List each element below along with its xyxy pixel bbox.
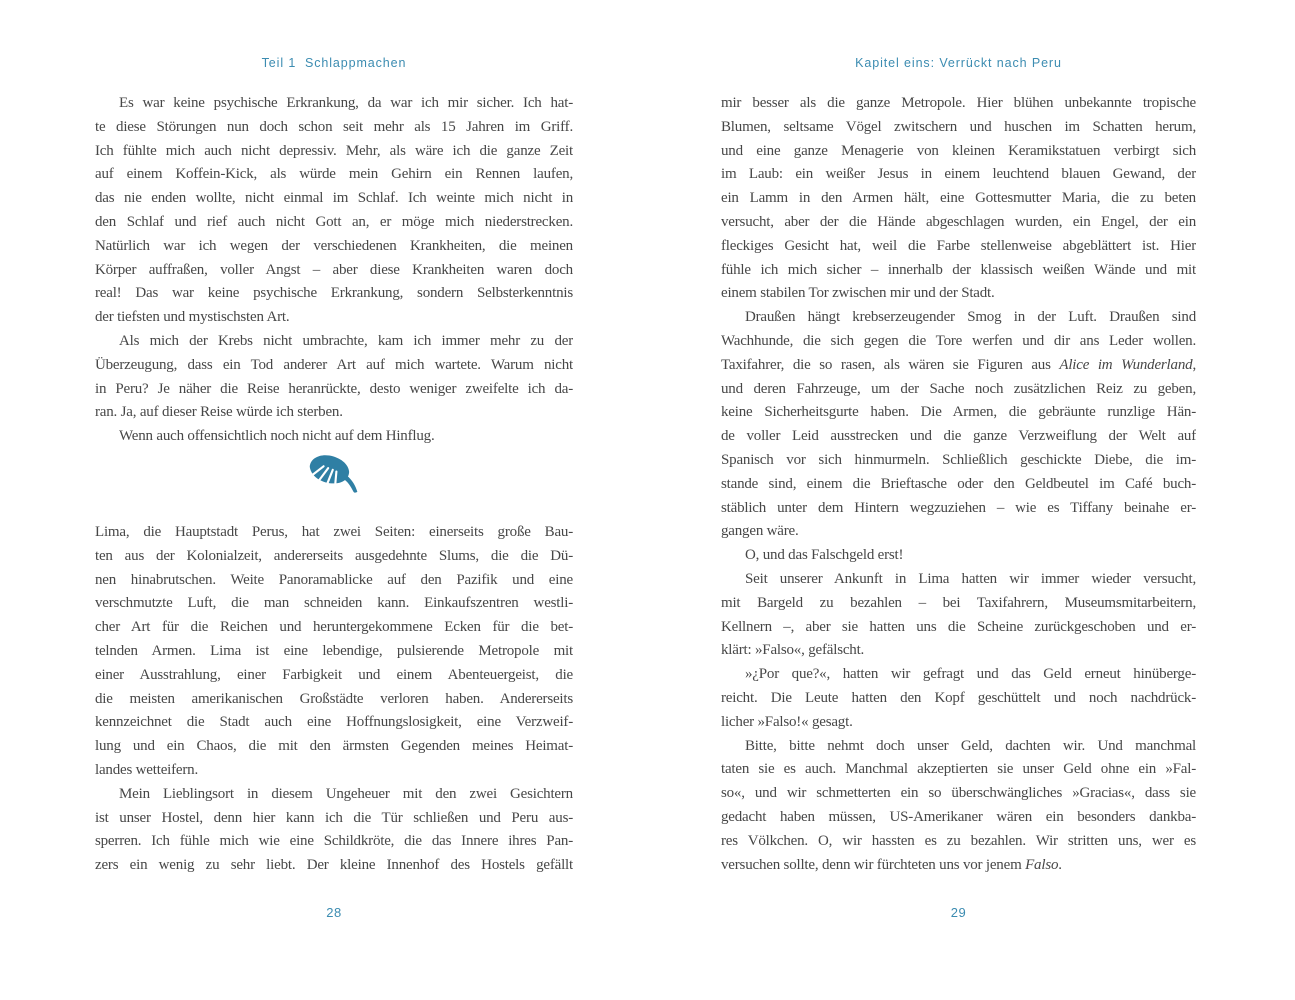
text-line: auf einem Koffein-Kick, als würde mein Gehirn ein Rennen laufen, <box>95 166 573 183</box>
text-line: sperren. Ich fühle mich wie eine Schildkröte, die das Innere ihres Pan- <box>95 833 573 850</box>
text-line: telnden Armen. Lima ist eine lebendige, pulsierende Metropole mit <box>95 642 573 659</box>
text-line: Spanisch vor sich hinmurmeln. Schließlich geschickte Diebe, die im- <box>721 451 1196 468</box>
text-line: Ich fühlte mich auch nicht depressiv. Mehr, als wäre ich die ganze Zeit <box>95 142 573 159</box>
text-line: die meisten amerikanischen Großstädte verloren haben. Andererseits <box>95 690 573 707</box>
text-line: fühle ich mich sicher – innerhalb der klassisch weißen Wände und mit <box>721 261 1196 278</box>
text-line: »¿Por que?«, hatten wir gefragt und das Geld erneut hinüberge- <box>745 666 1196 683</box>
text-line: landes wetteifern. <box>95 761 199 778</box>
text-line: O, und das Falschgeld erst! <box>745 547 904 564</box>
right-running-head: Kapitel eins: Verrückt nach Peru <box>855 56 1062 70</box>
text-line: Draußen hängt krebserzeugender Smog in der Luft. Draußen sind <box>745 309 1196 326</box>
text-line: Wenn auch offensichtlich noch nicht auf dem Hinflug. <box>119 428 435 445</box>
text-line: der tiefsten und mystischsten Art. <box>95 309 290 326</box>
text-line: lung und ein Chaos, die mit den ärmsten Gegenden meines Heimat- <box>95 738 573 755</box>
text-line: mir besser als die ganze Metropole. Hier blühen unbekannte tropische <box>721 95 1196 111</box>
text-line: Natürlich war ich wegen der verschiedenen Krankheiten, die meinen <box>95 237 573 254</box>
text-line: verschmutzte Luft, die man schneiden kann. Einkaufszentren westli- <box>95 595 573 612</box>
text-line: und deren Fahrzeuge, um der Sache noch zusätzlichen Reiz zu geben, <box>721 380 1196 397</box>
text-line: in Peru? Je näher die Reise heranrückte, desto weniger zweifelte ich da- <box>95 380 573 397</box>
text-line: gedacht haben müssen, US-Amerikaner wären ein besonders dankba- <box>721 808 1196 825</box>
text-line: Überzeugung, dass ein Tod anderer Art auf mich wartete. Warum nicht <box>95 356 573 373</box>
page-left <box>95 0 573 1000</box>
text-line: keine Sicherheitsgurte haben. Die Armen, die gebräunte runzlige Hän- <box>721 404 1196 421</box>
text-line: im Laub: ein weißer Jesus in einem leuchtend blauen Gewand, der <box>721 166 1196 183</box>
text-line: Lima, die Hauptstadt Perus, hat zwei Seiten: einerseits große Bau- <box>95 524 573 540</box>
text-line: kennzeichnet die Stadt auch eine Hoffnungslosigkeit, eine Verzweif- <box>95 714 573 731</box>
left-page-number: 28 <box>326 905 342 920</box>
text-line: Kellnern –, aber sie hatten uns die Scheine zurückgeschoben und er- <box>721 618 1196 635</box>
text-line: licher »Falso!« gesagt. <box>721 713 853 730</box>
text-line: Taxifahrer, die so rasen, als wären sie Figuren aus Alice im Wunderland, <box>721 356 1196 373</box>
text-line: Wachhunde, die sich gegen die Tore werfen und dir ans Leder wollen. <box>721 332 1196 349</box>
text-line: und eine ganze Menagerie von kleinen Keramikstatuen verbirgt sich <box>721 142 1196 159</box>
left-running-head: Teil 1 Schlappmachen <box>261 56 407 70</box>
left-text-section-1 <box>95 92 573 449</box>
text-line: Es war keine psychische Erkrankung, da war ich mir sicher. Ich hat- <box>119 95 573 111</box>
text-line: Als mich der Krebs nicht umbrachte, kam ich immer mehr zu der <box>119 332 573 349</box>
text-line: ist unser Hostel, denn hier kann ich die Tür schließen und Peru aus- <box>95 809 573 826</box>
text-line: cher Art für die Reichen und heruntergekommene Ecken für die bet- <box>95 619 573 636</box>
text-line: mit Bargeld zu bezahlen – bei Taxifahrern, Museumsmitarbeitern, <box>721 594 1196 611</box>
text-line: taten sie es auch. Manchmal akzeptierten sie unser Geld ohne ein »Fal- <box>721 761 1196 778</box>
text-line: das nie enden wollte, nicht einmal im Schlaf. Ich weinte mich nicht in <box>95 190 573 207</box>
text-line: ten aus der Kolonialzeit, andererseits ausgedehnte Slums, die die Dü- <box>95 547 573 564</box>
text-line: res Völkchen. O, wir hassten es zu bezahlen. Wir stritten uns, wer es <box>721 832 1196 849</box>
text-line: nen hinabrutschen. Weite Panoramablicke auf den Pazifik und eine <box>95 571 573 588</box>
right-text-section <box>721 92 1196 877</box>
text-line: einem stabilen Tor zwischen mir und der Stadt. <box>721 285 995 302</box>
text-line: stäblich unter dem Hintern wegzuziehen – wie es Tiffany beinahe er- <box>721 499 1196 516</box>
text-line: ran. Ja, auf dieser Reise würde ich sterben. <box>95 404 343 421</box>
text-line: Seit unserer Ankunft in Lima hatten wir immer wieder versucht, <box>745 570 1196 587</box>
left-text-section-2 <box>95 521 573 878</box>
text-line: klärt: »Falso«, gefälscht. <box>721 642 865 659</box>
section-break-ornament <box>95 452 573 514</box>
text-line: Körper auffraßen, voller Angst – aber diese Krankheiten waren doch <box>95 261 573 278</box>
text-line: so«, und wir schmetterten ein so überschwängliches »Gracias«, dass sie <box>721 785 1196 802</box>
text-line: real! Das war keine psychische Erkrankung, sondern Selbsterkenntnis <box>95 285 573 302</box>
text-line: de voller Leid ausstrecken und die ganze Verzweiflung der Welt auf <box>721 428 1196 445</box>
text-line: Blumen, seltsame Vögel zwitschern und huschen im Schatten herum, <box>721 118 1196 135</box>
text-line: gangen wäre. <box>721 523 799 540</box>
text-line: zers ein wenig zu sehr liebt. Der kleine Innenhof des Hostels gefällt <box>95 857 573 874</box>
text-line: ein Lamm in den Armen hält, eine Gottesmutter Maria, die zu beten <box>721 190 1196 207</box>
right-page-number: 29 <box>950 905 967 920</box>
text-line: versucht, aber der die Hände abgeschlagen wurden, ein Engel, der ein <box>721 213 1196 230</box>
text-line: Mein Lieblingsort in diesem Ungeheuer mit den zwei Gesichtern <box>119 785 573 802</box>
text-line: reicht. Die Leute hatten den Kopf geschüttelt und noch nachdrück- <box>721 689 1196 706</box>
monstera-leaf-icon <box>305 485 363 502</box>
text-line: den Schlaf und rief auch nicht Gott an, er möge mich niederstrecken. <box>95 213 573 230</box>
text-line: fleckiges Gesicht hat, weil die Farbe stellenweise abgeblättert ist. Hier <box>721 237 1196 254</box>
text-line: stande sind, einem die Brieftasche oder den Geldbeutel im Café buch- <box>721 475 1196 492</box>
text-line: einer Ausstrahlung, einer Farbigkeit und einem Abenteuergeist, die <box>95 666 573 683</box>
page-right <box>721 0 1196 1000</box>
text-line: Bitte, bitte nehmt doch unser Geld, dachten wir. Und manchmal <box>745 737 1196 754</box>
text-line: versuchen sollte, denn wir fürchteten uns vor jenem Falso. <box>721 856 1062 873</box>
text-line: te diese Störungen nun doch schon seit mehr als 15 Jahren im Griff. <box>95 118 573 135</box>
